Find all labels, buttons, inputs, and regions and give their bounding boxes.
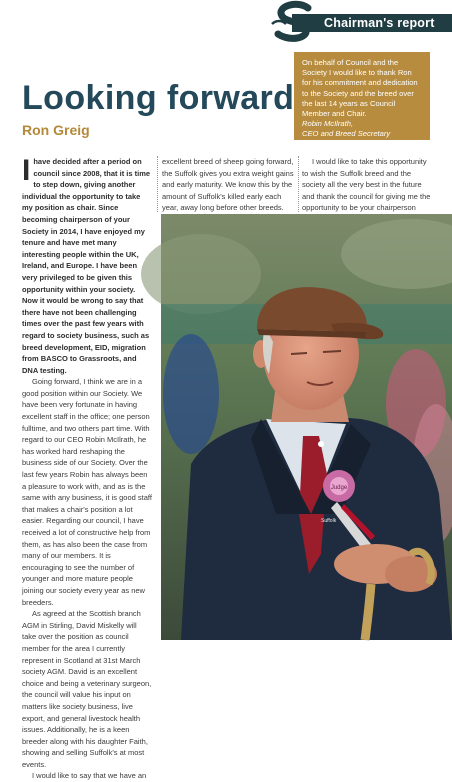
article-author: Ron Greig [22,122,90,138]
article-column-1 [22,156,152,782]
lanyard-text: Suffolk [321,518,337,524]
body-paragraph: As agreed at the Scottish branch AGM in Stirling, David Miskelly will take over the position as council member for the area I currently represent in Scotland at 31st March society AGM. David is an excellent choice and being a veterinary surgeon, the council will value his input on matters like society business, live export, and general livestock health issues. Additionally, he is a keen breeder along with his daughter Faith, showing and selling Suffolk's at most events. [22,609,152,769]
section-title: Chairman's report [324,16,435,30]
pull-quote-box [294,52,430,140]
section-header [270,10,452,36]
society-logo-icon [270,2,326,42]
article-column-2 [162,156,294,214]
column-divider [157,156,158,212]
column-divider [298,156,299,212]
body-paragraph: excellent breed of sheep going forward, the Suffolk gives you extra weight gains and early maturity. We know this by the amount of Suffolk's killed early each year, away long before other breeds. [162,157,294,213]
pull-quote-role: CEO and Breed Secretary [302,129,391,139]
lead-text: have decided after a period on council since 2008, that it is time to step down, giving another individual the opportunity to take my position as chair. Since becoming chairperson of your Society in 2014, I have enjoyed my tenure and have met many interesting people within the UK, Ireland, and Europe. I have been very privileged to be given this opportunity within your society. Now it would be wrong to say that there have not been challenging times over the past few years with regard to society business, such as breed development, EID, migration from BASCO to Grassroots, and DNA testing. [22,157,151,375]
chairman-photo [161,214,452,640]
portrait-illustration [161,214,452,640]
body-paragraph: Going forward, I think we are in a good position within our Society. We have been very fortunate in having excellent staff in the office; one person fulltime, and two others part time. With regard to our CEO Robin McIlrath, he has worked hard reshaping the business side of our Society. Over the last few years Robin has always been a pleasure to work with, and as is the same with any business, it is good staff that makes a chair's position a lot easier. Regarding our council, I have received a lot of constructive help from them, as has also been the case from many of our members. It is encouraging to see the number of younger and more mature people joining our society every year as new breeders. [22,377,152,607]
pull-quote-text: On behalf of Council and the Society I would like to thank Ron for his commitment and dedication to the Society and the breed over the last 14 years as Council Member and Chair. [302,58,418,119]
dropcap: I [22,154,31,187]
body-paragraph: I would like to say that we have an [32,771,147,781]
lead-paragraph [22,156,152,376]
article-title: Looking forward [22,79,295,117]
body-paragraph: I would like to take this opportunity to wish the Suffolk breed and the society all the very best in the future and thank the council for giving me the opportunity to be your chairperson [302,157,431,213]
rosette-text: Judge [330,485,348,491]
pull-quote-name: Robin McIlrath, [302,119,354,129]
